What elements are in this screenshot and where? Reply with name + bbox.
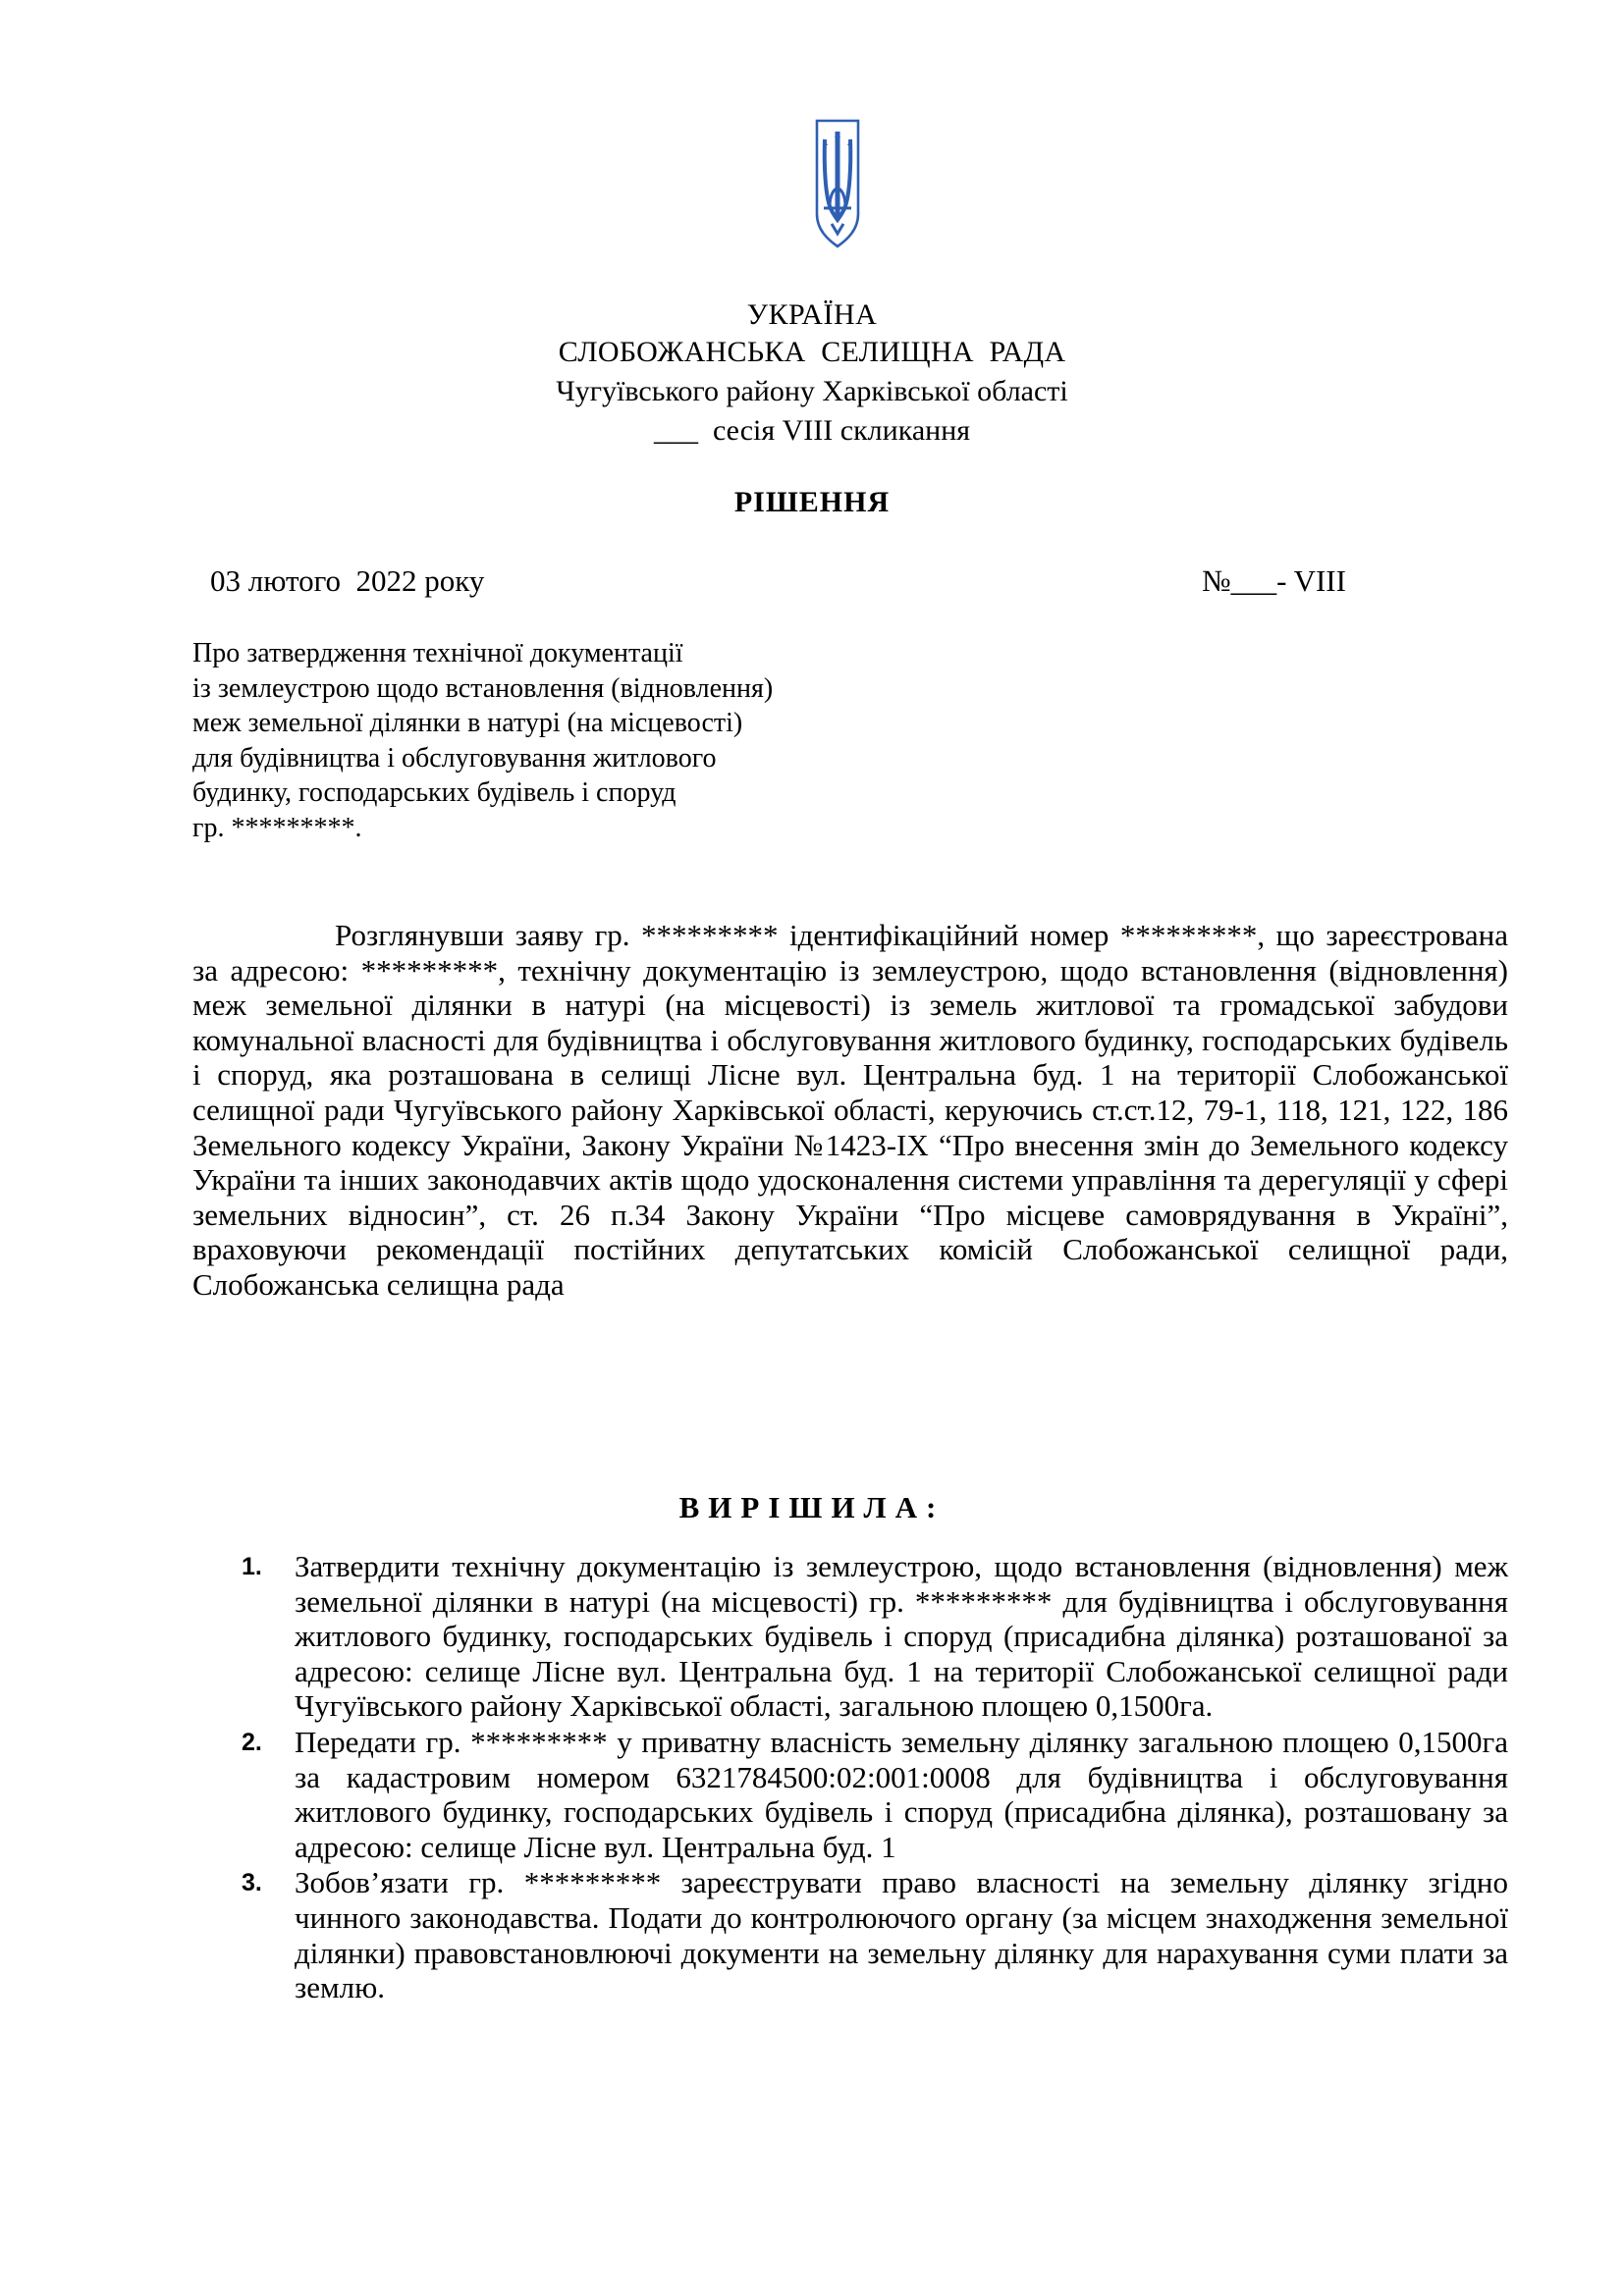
preamble-paragraph: Розглянувши заяву гр. ********* ідентифікаційний номер *********, що зареєстрована за адресою: *********, технічну документацію із землеустрою, щодо встановлення (відновлення) меж земельної ділянки в натурі (на місцевості) із земель житлової та громадської забудови комунальної власності для будівництва і обслуговування житлового будинку, господарських будівель і споруд, яка розташована в селищі Лісне вул. Центральна буд. 1 на території Слобожанської селищної ради Чугуївського району Харківської області, керуючись ст.ст.12, 79-1, 118, 121, 122, 186 Земельного кодексу України, Закону України №1423-IX “Про внесення змін до Земельного кодексу України та інших законодавчих актів щодо удосконалення системи управління та дерегуляції у сфері земельних відносин”, ст. 26 п.34 Закону України “Про місцеве самоврядування в Україні”, враховуючи рекомендації постійних депутатських комісій Слобожанської селищної ради, Слобожанська селищна рада xyxy=(192,918,1508,1302)
document-title: РІШЕННЯ xyxy=(733,486,891,518)
subject-line: будинку, господарських будівель і споруд xyxy=(192,777,677,808)
item-number: 2. xyxy=(242,1728,262,1756)
subject-line: меж земельної ділянки в натурі (на місцевості) xyxy=(192,708,743,738)
item-text: Зобов’язати гр. ********* зареєструвати право власності на земельну ділянку згідно чинного законодавства. Подати до контролюючого органу (за місцем знаходження земельної ділянки) правовстановлюючі документи на земельну ділянку для нарахування суми плати за землю. xyxy=(295,1865,1508,2005)
header-council: СЛОБОЖАНСЬКА СЕЛИЩНА РАДА xyxy=(558,336,1066,368)
header-country: УКРАЇНА xyxy=(746,298,878,331)
header-district: Чугуївського району Харківської області xyxy=(556,375,1068,407)
subject-line: для будівництва і обслуговування житлового xyxy=(192,742,717,774)
subject-line: із землеустрою щодо встановлення (відновлення) xyxy=(192,672,774,704)
item-text: Передати гр. ********* у приватну власність земельну ділянку загальною площею 0,1500га за кадастровим номером 6321784500:02:001:0008 для будівництва і обслуговування житлового будинку, господарських будівель і споруд (присадибна ділянка), розташовану за адресою: селище Лісне вул. Центральна буд. 1 xyxy=(295,1724,1508,1864)
decision-item xyxy=(192,1549,1508,1724)
coat-of-arms-icon xyxy=(814,118,861,249)
item-number: 1. xyxy=(242,1553,262,1580)
subject-line: Про затвердження технічної документації xyxy=(192,638,683,668)
decided-heading: ВИРІШИЛА: xyxy=(678,1490,946,1524)
decision-subject xyxy=(192,636,899,845)
decision-item xyxy=(192,1865,1508,2004)
decision-number: №___- VIII xyxy=(1202,563,1346,598)
item-number: 3. xyxy=(242,1869,262,1897)
decision-date: 03 лютого 2022 року xyxy=(210,563,485,598)
decision-item xyxy=(192,1725,1508,1864)
decision-items xyxy=(192,1549,1508,2006)
header-session: ___ сесія VIII скликання xyxy=(653,414,971,447)
item-text: Затвердити технічну документацію із землеустрою, щодо встановлення (відновлення) меж земельної ділянки в натурі (на місцевості) гр. ********* для будівництва і обслуговування житлового будинку, господарських будівель і споруд (присадибна ділянка) розташованої за адресою: селище Лісне вул. Центральна буд. 1 на території Слобожанської селищної ради Чугуївського району Харківської області, загальною площею 0,1500га. xyxy=(295,1549,1508,1724)
subject-line: гр. *********. xyxy=(192,812,362,843)
